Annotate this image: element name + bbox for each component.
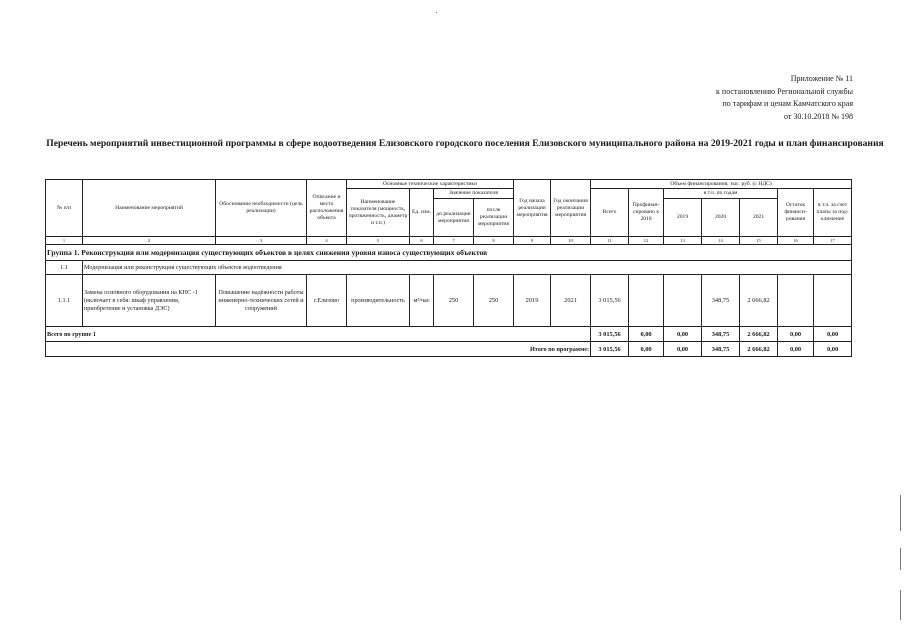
subgroup-title: Модернизация или реконструкция существующих объектов водоотведения: [83, 261, 852, 275]
table-row: [46, 275, 852, 327]
row-2019: [664, 275, 702, 327]
program-total-financed: 0,00: [629, 342, 664, 357]
col-number: 10: [551, 237, 591, 245]
program-total-row: [46, 342, 852, 357]
group-total-2021: 2 666,82: [740, 327, 778, 342]
col-number: 12: [629, 237, 664, 245]
header-finance-group: Объем финансирования, тыс. руб. (с НДС): [591, 180, 852, 189]
row-before: 250: [434, 275, 474, 327]
col-number: 6: [410, 237, 434, 245]
header-start-year: Год начала реализации мероприятия: [514, 180, 551, 237]
header-num: № п/п: [46, 180, 83, 237]
appendix-line-4: от 30.10.2018 № 198: [783, 111, 853, 121]
investment-table: [45, 179, 852, 357]
col-number: 8: [474, 237, 514, 245]
col-number: 13: [664, 237, 702, 245]
document-title: Перечень мероприятий инвестиционной программы в сфере водоотведения Елизовского городского поселения Елизовского муниципального района на 2019-2021 годы и план финансирования: [46, 138, 884, 149]
row-2021: 2 666,82: [740, 275, 778, 327]
col-number: 4: [307, 237, 347, 245]
scan-mark-right-2: [900, 548, 901, 570]
header-after: после реализации мероприятия: [474, 199, 514, 237]
column-numbers-row: [46, 237, 852, 245]
group-total-label: Всего по группе 1: [46, 327, 591, 342]
header-indicator: Наименование показателя (мощность, протяженность, диаметр и т.п.): [347, 189, 410, 237]
row-total: 3 015,56: [591, 275, 629, 327]
header-2021: 2021: [740, 199, 778, 237]
appendix-line-2: к постановлению Региональной службы: [716, 86, 853, 96]
col-number: 14: [702, 237, 740, 245]
group-total-total: 3 015,56: [591, 327, 629, 342]
header-remaining: Остаток финанси-рования: [778, 189, 814, 237]
row-connection: [814, 275, 852, 327]
header-total: Всего: [591, 189, 629, 237]
appendix-line-1: Приложение № 11: [790, 74, 853, 83]
row-num: 1.1.1: [46, 275, 83, 327]
group-row: [46, 245, 852, 261]
header-2020: 2020: [702, 199, 740, 237]
row-justification: Повышение надёжности работы инженерно-технических сетей и сооружений: [216, 275, 307, 327]
program-total-total: 3 015,56: [591, 342, 629, 357]
program-total-2021: 2 666,82: [740, 342, 778, 357]
group-total-connection: 0,00: [814, 327, 852, 342]
group-total-2019: 0,00: [664, 327, 702, 342]
row-after: 250: [474, 275, 514, 327]
scan-mark-right-1: [900, 495, 901, 531]
appendix-line-3: по тарифам и ценам Камчатского края: [722, 99, 853, 108]
row-unit: м³/час: [410, 275, 434, 327]
header-by-years: в т.ч. по годам: [664, 189, 778, 199]
row-name: Замена основного оборудования на КНС -1 (включает в себя: шкаф управления, приобретение и установка ДЭС): [83, 275, 216, 327]
row-financed: [629, 275, 664, 327]
group-title: Группа 1. Реконструкция или модернизация существующих объектов в целях снижения уровня износа существующих объектов: [46, 245, 852, 261]
col-number: 17: [814, 237, 852, 245]
program-total-remaining: 0,00: [778, 342, 814, 357]
header-end-year: Год окончания реализации мероприятия: [551, 180, 591, 237]
header-justification: Обоснование необходимости (цель реализации): [216, 180, 307, 237]
group-total-row: [46, 327, 852, 342]
col-number: 9: [514, 237, 551, 245]
program-total-2020: 348,75: [702, 342, 740, 357]
row-end-year: 2021: [551, 275, 591, 327]
program-total-label: Итого по программе:: [46, 342, 591, 357]
header-tech-group: Основные технические характеристики: [347, 180, 514, 189]
header-2019: 2019: [664, 199, 702, 237]
col-number: 7: [434, 237, 474, 245]
subgroup-row: [46, 261, 852, 275]
program-total-connection: 0,00: [814, 342, 852, 357]
group-total-financed: 0,00: [629, 327, 664, 342]
appendix-block: [716, 73, 853, 123]
row-indicator: производительность: [347, 275, 410, 327]
group-total-2020: 348,75: [702, 327, 740, 342]
row-location: г.Елизово: [307, 275, 347, 327]
header-name: Наименование мероприятий: [83, 180, 216, 237]
col-number: 11: [591, 237, 629, 245]
col-number: 16: [778, 237, 814, 245]
subgroup-num: 1.1: [46, 261, 83, 275]
col-number: 2: [83, 237, 216, 245]
program-total-2019: 0,00: [664, 342, 702, 357]
scan-mark-top: [436, 12, 437, 13]
header-financed: Профинан-сировано к 2018: [629, 189, 664, 237]
group-total-remaining: 0,00: [778, 327, 814, 342]
header-connection: в т.ч. за счет платы за под-ключение: [814, 189, 852, 237]
row-start-year: 2019: [514, 275, 551, 327]
col-number: 5: [347, 237, 410, 245]
scan-mark-right-3: [900, 590, 901, 620]
header-values-group: Значение показателя: [434, 189, 514, 199]
row-remaining: [778, 275, 814, 327]
header-description: Описание и место расположения объекта: [307, 180, 347, 237]
col-number: 3: [216, 237, 307, 245]
header-unit: Ед. изм.: [410, 189, 434, 237]
header-before: до реализации мероприятия: [434, 199, 474, 237]
col-number: 15: [740, 237, 778, 245]
row-2020: 348,75: [702, 275, 740, 327]
col-number: 1: [46, 237, 83, 245]
